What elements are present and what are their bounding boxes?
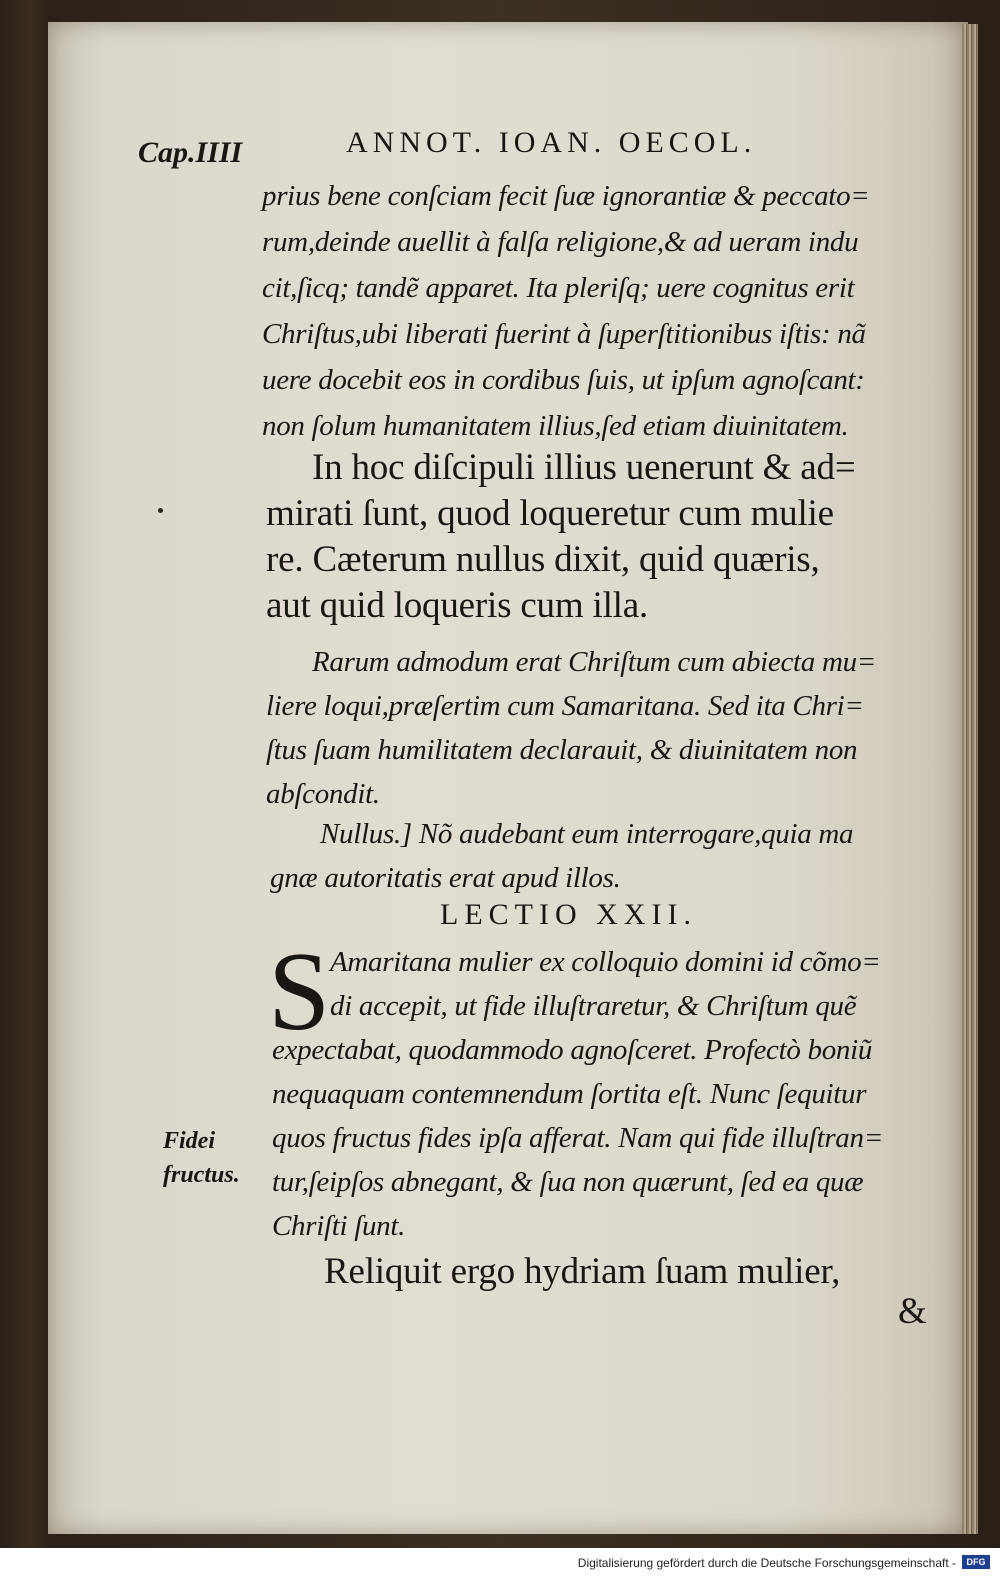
para4-line: tur,ſeipſos abnegant, & ſua non quærunt, ſed ea quæ — [272, 1166, 864, 1198]
para1-line: non ſolum humanitatem illius,ſed etiam diuinitatem. — [262, 410, 849, 442]
margin-note-line: fructus. — [163, 1162, 240, 1188]
footer-credit: Digitalisierung gefördert durch die Deutsche Forschungsgemeinschaft - — [577, 1556, 956, 1570]
margin-note-line: Fidei — [163, 1128, 215, 1154]
scripture1-line: In hoc diſcipuli illius uenerunt & ad= — [312, 447, 856, 488]
para2-line: ſtus ſuam humilitatem declarauit, & diuinitatem non — [266, 734, 858, 766]
page-edge — [962, 24, 978, 1534]
para4-line: expectabat, quodammodo agnoſceret. Profectò boniũ — [272, 1034, 873, 1066]
drop-capital: S — [268, 930, 331, 1054]
para3-line: gnæ autoritatis erat apud illos. — [270, 862, 621, 894]
para1-line: Chriſtus,ubi liberati fuerint à ſuperſtitionibus iſtis: nã — [262, 318, 866, 350]
para1-line: rum,deinde auellit à falſa religione,& ad ueram indu — [262, 226, 859, 258]
catchword: & — [898, 1291, 927, 1332]
para1-line: uere docebit eos in cordibus ſuis, ut ipſum agnoſcant: — [262, 364, 865, 396]
para2-line: abſcondit. — [266, 778, 380, 810]
scripture1-line: aut quid loqueris cum illa. — [266, 585, 648, 626]
para3-line: Nullus.] Nõ audebant eum interrogare,quia ma — [320, 818, 854, 850]
para2-line: liere loqui,præſertim cum Samaritana. Sed ita Chri= — [266, 690, 864, 722]
lectio-heading: LECTIO XXII. — [440, 898, 697, 931]
para1-line: cit,ſicq; tandẽ apparet. Ita pleriſq; uere cognitus erit — [262, 272, 855, 304]
running-title: ANNOT. IOAN. OECOL. — [346, 126, 757, 159]
para1-line: prius bene conſciam fecit ſuæ ignorantiæ & peccato= — [262, 180, 870, 212]
dfg-logo: DFG — [962, 1555, 990, 1569]
margin-dot — [158, 508, 163, 513]
scripture1-line: re. Cæterum nullus dixit, quid quæris, — [266, 539, 820, 580]
para4-line: Amaritana mulier ex colloquio domini id cõmo= — [330, 946, 881, 978]
para2-line: Rarum admodum erat Chriſtum cum abiecta mu= — [312, 646, 877, 678]
footer-bar — [0, 1548, 1000, 1578]
scripture1-line: mirati ſunt, quod loqueretur cum mulie — [266, 493, 834, 534]
para4-line: nequaquam contemnendum ſortita eſt. Nunc ſequitur — [272, 1078, 867, 1110]
para4-line: di accepit, ut fide illuſtraretur, & Chriſtum quẽ — [330, 990, 857, 1022]
chapter-label: Cap.IIII — [138, 136, 243, 169]
para4-line: quos fructus fides ipſa afferat. Nam qui fide illuſtran= — [272, 1122, 883, 1154]
para4-line: Chriſti ſunt. — [272, 1210, 406, 1242]
scripture2-line: Reliquit ergo hydriam ſuam mulier, — [324, 1251, 841, 1292]
